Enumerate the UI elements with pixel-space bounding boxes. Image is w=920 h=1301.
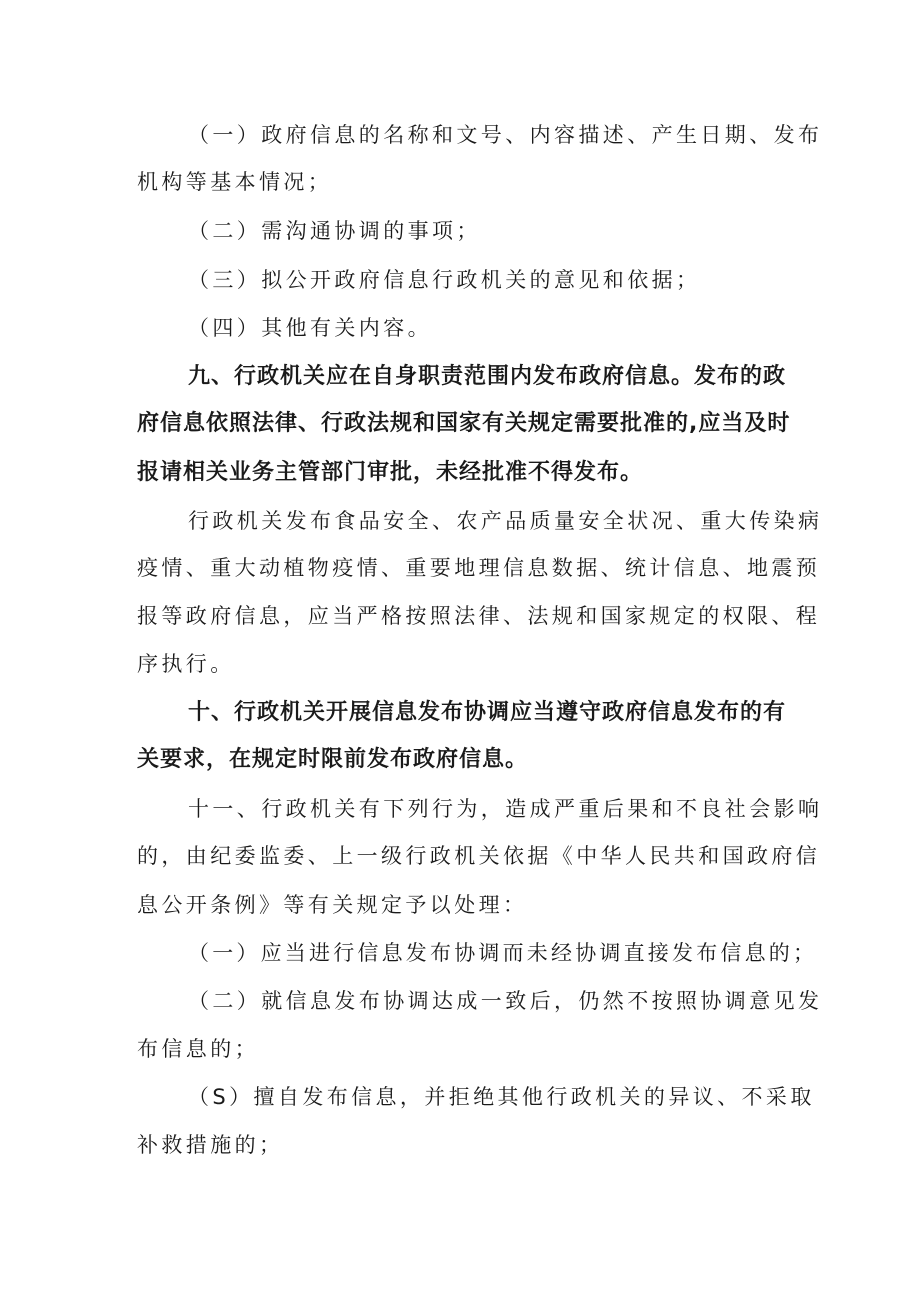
clause-9-para-2-line-3: 报等政府信息，应当严格按照法律、法规和国家规定的权限、程 — [137, 604, 821, 628]
paragraph-item-4: （四）其他有关内容。 — [188, 316, 432, 340]
clause-9-para-2-line-2: 疫情、重大动植物疫情、重要地理信息数据、统计信息、地震预 — [137, 556, 821, 580]
clause-9-line-3: 报请相关业务主管部门审批，未经批准不得发布。 — [137, 460, 644, 485]
clause-11-line-3: 息公开条例》等有关规定予以处理： — [137, 893, 528, 917]
paragraph-item-2: （二）需沟通协调的事项； — [188, 219, 481, 243]
paragraph-item-1-line-1: （一）政府信息的名称和文号、内容描述、产生日期、发布 — [188, 123, 823, 147]
clause-11-item-2-line-2: 布信息的； — [137, 1037, 259, 1061]
clause-9-line-2: 府信息依照法律、行政法规和国家有关规定需要批准的,应当及时 — [137, 411, 791, 436]
clause-11-line-2: 的，由纪委监委、上一级行政机关依据《中华人民共和国政府信 — [137, 844, 821, 868]
clause-11-line-1: 十一、行政机关有下列行为，造成严重后果和不良社会影响 — [188, 797, 823, 821]
clause-9-para-2-line-1: 行政机关发布食品安全、农产品质量安全状况、重大传染病 — [188, 509, 823, 533]
clause-11-item-1: （一）应当进行信息发布协调而未经协调直接发布信息的； — [188, 941, 818, 965]
paragraph-item-1-line-2: 机构等基本情况； — [137, 170, 333, 194]
clause-10-line-1: 十、行政机关开展信息发布协调应当遵守政府信息发布的有 — [188, 700, 787, 725]
clause-11-item-2-line-1: （二）就信息发布协调达成一致后，仍然不按照协调意见发 — [188, 989, 823, 1013]
clause-9-para-2-line-4: 序执行。 — [137, 652, 235, 676]
clause-11-item-3-line-1: （S）擅自发布信息，并拒绝其他行政机关的异议、不采取 — [188, 1085, 815, 1109]
clause-11-item-3-line-2: 补救措施的； — [137, 1133, 284, 1157]
paragraph-item-3: （三）拟公开政府信息行政机关的意见和依据； — [188, 268, 701, 292]
clause-9-line-1: 九、行政机关应在自身职责范围内发布政府信息。发布的政 — [188, 364, 787, 389]
clause-10-line-2: 关要求，在规定时限前发布政府信息。 — [137, 747, 529, 772]
